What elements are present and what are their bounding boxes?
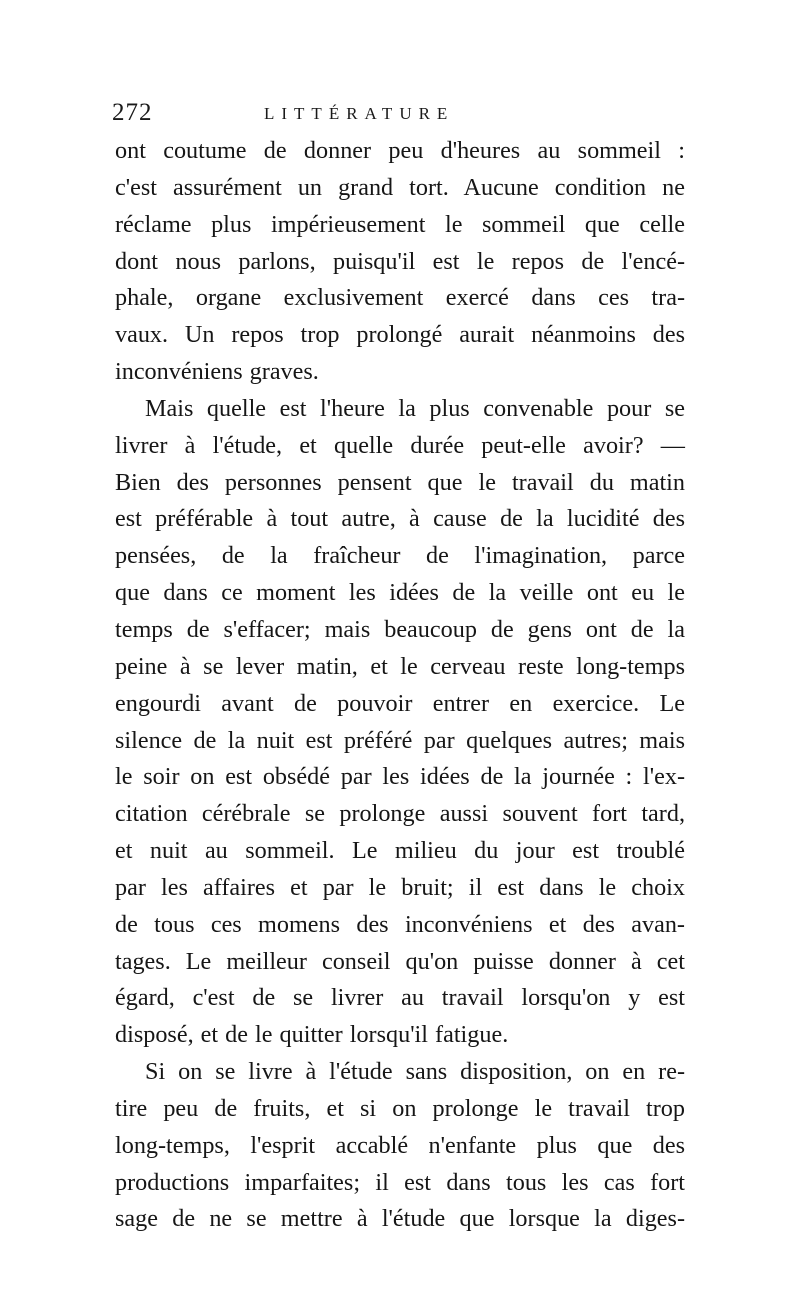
text-line: productions imparfaites; il est dans tous les cas fort bbox=[115, 1168, 685, 1196]
text-line: disposé, et de le quitter lorsqu'il fatigue. bbox=[115, 1021, 509, 1049]
text-line: pensées, de la fraîcheur de l'imagination, parce bbox=[115, 542, 685, 570]
text-line: de tous ces momens des inconvéniens et des avan- bbox=[115, 910, 685, 938]
text-line: Bien des personnes pensent que le travail du matin bbox=[115, 468, 685, 496]
text-line: c'est assurément un grand tort. Aucune condition ne bbox=[115, 173, 685, 201]
text-line: tire peu de fruits, et si on prolonge le travail trop bbox=[115, 1094, 685, 1122]
body-text bbox=[115, 133, 685, 1238]
text-line: Si on se livre à l'étude sans disposition, on en re- bbox=[145, 1058, 685, 1086]
running-title: LITTÉRATURE bbox=[264, 104, 455, 123]
running-head bbox=[112, 95, 702, 131]
text-line: peine à se lever matin, et le cerveau reste long-temps bbox=[115, 652, 685, 680]
text-line: long-temps, l'esprit accablé n'enfante plus que des bbox=[115, 1131, 685, 1159]
text-line: égard, c'est de se livrer au travail lorsqu'on y est bbox=[115, 984, 685, 1012]
text-line: et nuit au sommeil. Le milieu du jour est troublé bbox=[115, 837, 685, 865]
text-line: livrer à l'étude, et quelle durée peut-elle avoir? — bbox=[115, 431, 685, 459]
text-line: dont nous parlons, puisqu'il est le repos de l'encé- bbox=[115, 247, 685, 275]
text-line: phale, organe exclusivement exercé dans ces tra- bbox=[115, 284, 685, 312]
text-line: temps de s'effacer; mais beaucoup de gens ont de la bbox=[115, 615, 685, 643]
text-line: sage de ne se mettre à l'étude que lorsque la diges- bbox=[115, 1205, 685, 1233]
text-line: tages. Le meilleur conseil qu'on puisse donner à cet bbox=[115, 947, 685, 975]
text-line: citation cérébrale se prolonge aussi souvent fort tard, bbox=[115, 800, 685, 828]
text-line: ont coutume de donner peu d'heures au sommeil : bbox=[115, 137, 685, 164]
text-line: vaux. Un repos trop prolongé aurait néanmoins des bbox=[115, 321, 685, 349]
page-number: 272 bbox=[112, 99, 153, 126]
text-line: Mais quelle est l'heure la plus convenable pour se bbox=[145, 394, 685, 422]
text-line: le soir on est obsédé par les idées de la journée : l'ex- bbox=[115, 763, 685, 791]
text-line: que dans ce moment les idées de la veille ont eu le bbox=[115, 579, 685, 607]
text-line: réclame plus impérieusement le sommeil que celle bbox=[115, 210, 685, 238]
text-line: inconvéniens graves. bbox=[115, 358, 319, 386]
text-line: par les affaires et par le bruit; il est dans le choix bbox=[115, 873, 685, 901]
text-line: est préférable à tout autre, à cause de la lucidité des bbox=[115, 505, 685, 533]
text-line: silence de la nuit est préféré par quelques autres; mais bbox=[115, 726, 685, 754]
text-line: engourdi avant de pouvoir entrer en exercice. Le bbox=[115, 689, 685, 717]
